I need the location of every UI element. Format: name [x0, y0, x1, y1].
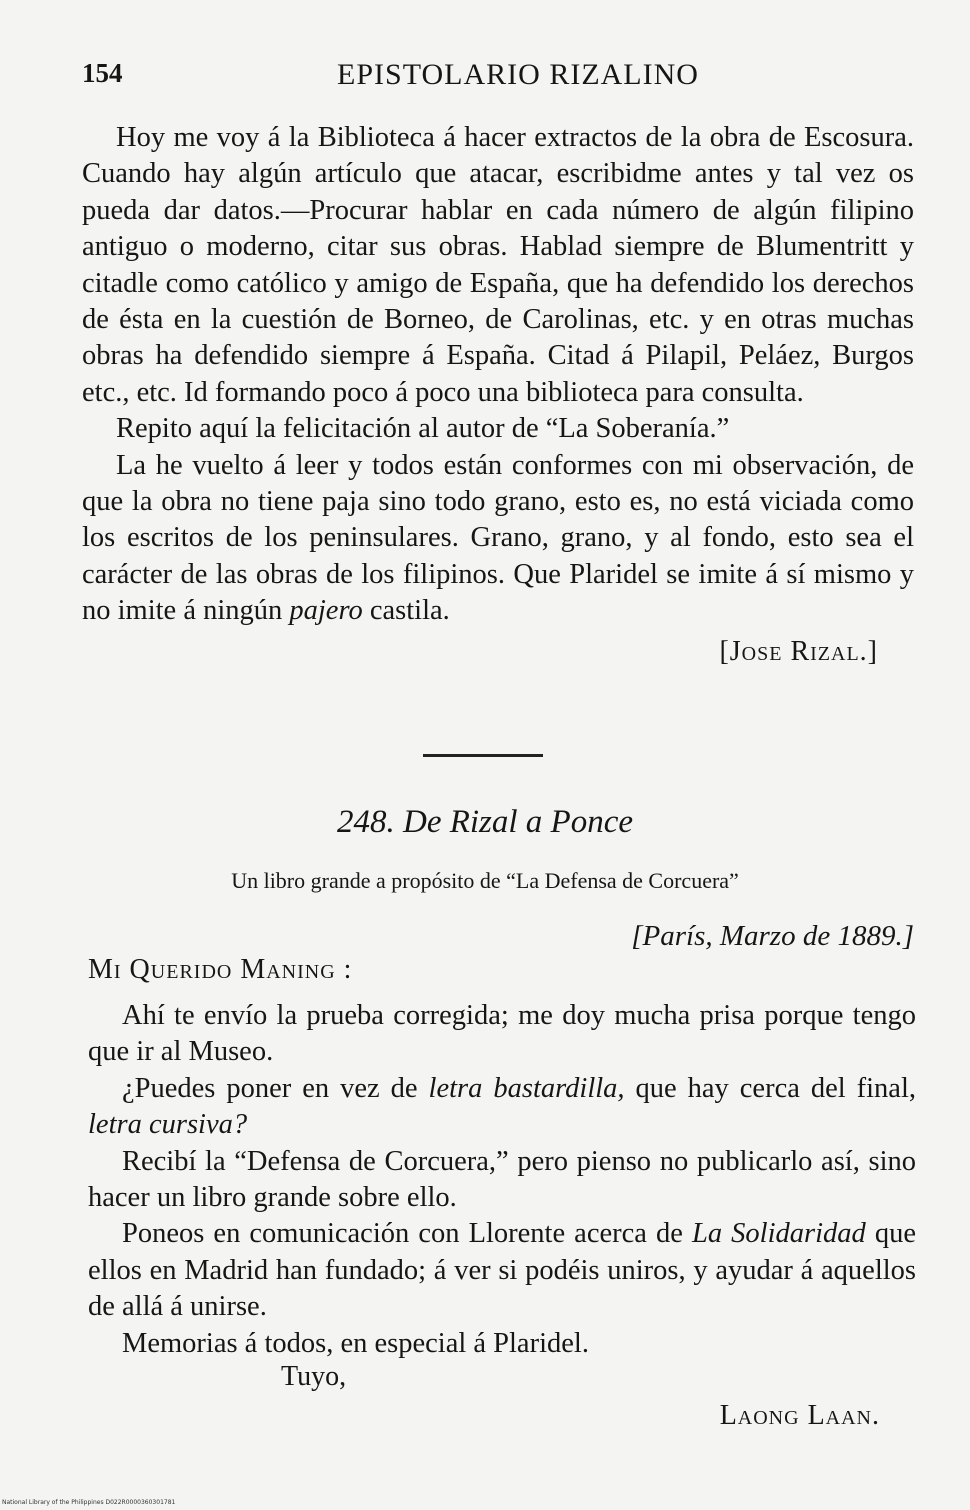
section-divider — [423, 754, 543, 757]
paragraph: Hoy me voy á la Biblioteca á hacer extractos de la obra de Escosura. Cuando hay algún artículo que atacar, escribidme antes y tal vez os pueda dar datos.—Procurar hablar en cada número de algún filipino antiguo o moderno, citar sus obras. Hablad siempre de Blumentritt y citadle como católico y amigo de España, que ha defendido los derechos de ésta en la cuestión de Borneo, de Carolinas, etc. y en otras muchas obras ha defendido siempre á España. Citad á Pilapil, Peláez, Burgos etc., etc. Id formando poco á poco una biblioteca para consulta. — [82, 122, 914, 408]
paragraph: Ahí te envío la prueba corregida; me doy mucha prisa porque tengo que ir al Museo. — [88, 1000, 916, 1068]
dateline: [París, Marzo de 1889.] — [631, 920, 914, 952]
closing: Tuyo, — [281, 1361, 347, 1392]
letter-body — [88, 998, 916, 1362]
salutation: Mi Querido Maning : — [88, 954, 353, 985]
signature-rizal: [Jose Rizal.] — [719, 635, 878, 667]
letter-subtitle: Un libro grande a propósito de “La Defensa de Corcuera” — [231, 868, 739, 893]
paragraph: Recibí la “Defensa de Corcuera,” pero pienso no publicarlo así, sino hacer un libro grande sobre ello. — [88, 1145, 916, 1214]
letter-title: 248. De Rizal a Ponce — [336, 804, 634, 840]
scan-footer: National Library of the Philippines D022R0000360301781 — [2, 1499, 176, 1506]
page-header — [82, 58, 914, 102]
paragraph: ¿Puedes poner en vez de letra bastardilla, que hay cerca del final, letra cursiva? — [88, 1072, 917, 1141]
previous-letter-end — [82, 120, 914, 668]
paragraph: Repito aquí la felicitación al autor de “La Soberanía.” — [116, 413, 730, 445]
paragraph: La he vuelto á leer y todos están conformes con mi observación, de que la obra no tiene paja sino todo grano, esto es, no está viciada como los escritos de los peninsulares. Grano, grano, y al fondo, esto sea el carácter de las obras de los filipinos. Que Plaridel se imite á sí mismo y no imite á ningún pajero castila. — [82, 449, 914, 627]
running-head: EPISTOLARIO RIZALINO — [337, 58, 699, 91]
signature-laong-laan: Laong Laan. — [719, 1400, 880, 1431]
paragraph: Memorias á todos, en especial á Plaridel. — [122, 1327, 589, 1359]
page-number: 154 — [82, 58, 123, 88]
paragraph: Poneos en comunicación con Llorente acerca de La Solidaridad que ellos en Madrid han fundado; á ver si podéis uniros, y ayudar á aquellos de allá á unirse. — [88, 1218, 917, 1323]
